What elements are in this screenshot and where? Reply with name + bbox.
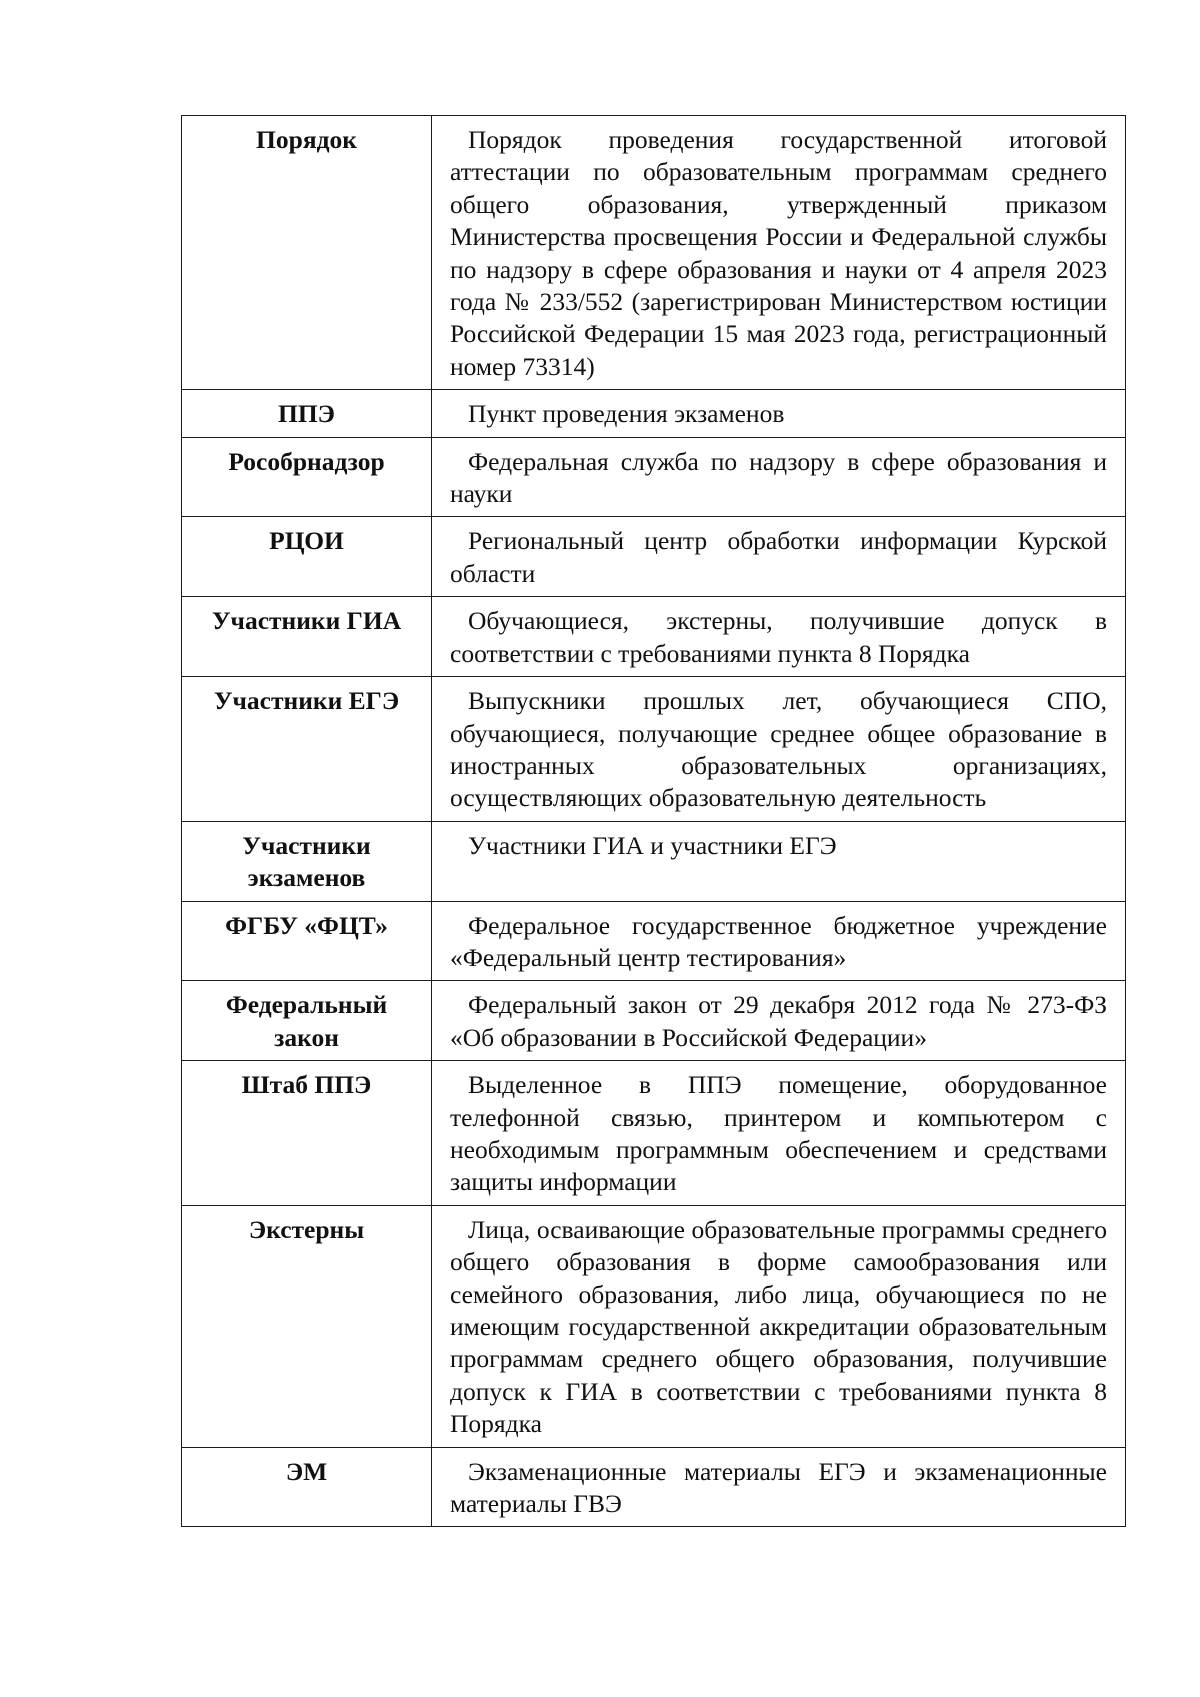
glossary-definition: Лица, осваивающие образовательные программы среднего общего образования в форме самообразования или семейного образования, либо лица, обучающиеся по не имеющим государственной аккредитации образовательным программам среднего общего образования, получившие допуск к ГИА в соответствии с требованиями пункта 8 Порядка (432, 1205, 1126, 1447)
glossary-row-uchastniki-gia (182, 597, 1126, 677)
glossary-term: РЦОИ (182, 517, 432, 597)
glossary-row-shtab-ppe (182, 1061, 1126, 1206)
glossary-term: ФГБУ «ФЦТ» (182, 901, 432, 981)
glossary-definition: Участники ГИА и участники ЕГЭ (432, 821, 1126, 901)
glossary-row-federalny-zakon (182, 981, 1126, 1061)
glossary-term: ППЭ (182, 390, 432, 437)
glossary-definition: Обучающиеся, экстерны, получившие допуск в соответствии с требованиями пункта 8 Порядка (432, 597, 1126, 677)
glossary-term: Порядок (182, 116, 432, 390)
glossary-row-em (182, 1447, 1126, 1527)
glossary-definition: Федеральное государственное бюджетное учреждение «Федеральный центр тестирования» (432, 901, 1126, 981)
glossary-row-poryadok (182, 116, 1126, 390)
glossary-definition: Федеральный закон от 29 декабря 2012 года № 273-ФЗ «Об образовании в Российской Федерации» (432, 981, 1126, 1061)
glossary-definition: Экзаменационные материалы ЕГЭ и экзаменационные материалы ГВЭ (432, 1447, 1126, 1527)
glossary-row-eksterny (182, 1205, 1126, 1447)
glossary-row-fgbu-fct (182, 901, 1126, 981)
glossary-term: Экстерны (182, 1205, 432, 1447)
glossary-table (181, 115, 1126, 1527)
glossary-term: Федеральный закон (182, 981, 432, 1061)
glossary-term: Участники ГИА (182, 597, 432, 677)
glossary-definition: Порядок проведения государственной итоговой аттестации по образовательным программам среднего общего образования, утвержденный приказом Министерства просвещения России и Федеральной службы по надзору в сфере образования и науки от 4 апреля 2023 года № 233/552 (зарегистрирован Министерством юстиции Российской Федерации 15 мая 2023 года, регистрационный номер 73314) (432, 116, 1126, 390)
glossary-row-rcoi (182, 517, 1126, 597)
glossary-row-rosobrnadzor (182, 437, 1126, 517)
glossary-term: ЭМ (182, 1447, 432, 1527)
glossary-definition: Выпускники прошлых лет, обучающиеся СПО, обучающиеся, получающие среднее общее образование в иностранных образовательных организациях, осуществляющих образовательную деятельность (432, 677, 1126, 822)
glossary-definition: Федеральная служба по надзору в сфере образования и науки (432, 437, 1126, 517)
glossary-term: Штаб ППЭ (182, 1061, 432, 1206)
glossary-term: Участники ЕГЭ (182, 677, 432, 822)
glossary-row-uchastniki-ekzamenov (182, 821, 1126, 901)
glossary-definition: Пункт проведения экзаменов (432, 390, 1126, 437)
glossary-definition: Выделенное в ППЭ помещение, оборудованное телефонной связью, принтером и компьютером с необходимым программным обеспечением и средствами защиты информации (432, 1061, 1126, 1206)
glossary-term: Рособрнадзор (182, 437, 432, 517)
glossary-term: Участники экзаменов (182, 821, 432, 901)
glossary-row-ppe (182, 390, 1126, 437)
glossary-row-uchastniki-ege (182, 677, 1126, 822)
glossary-definition: Региональный центр обработки информации Курской области (432, 517, 1126, 597)
